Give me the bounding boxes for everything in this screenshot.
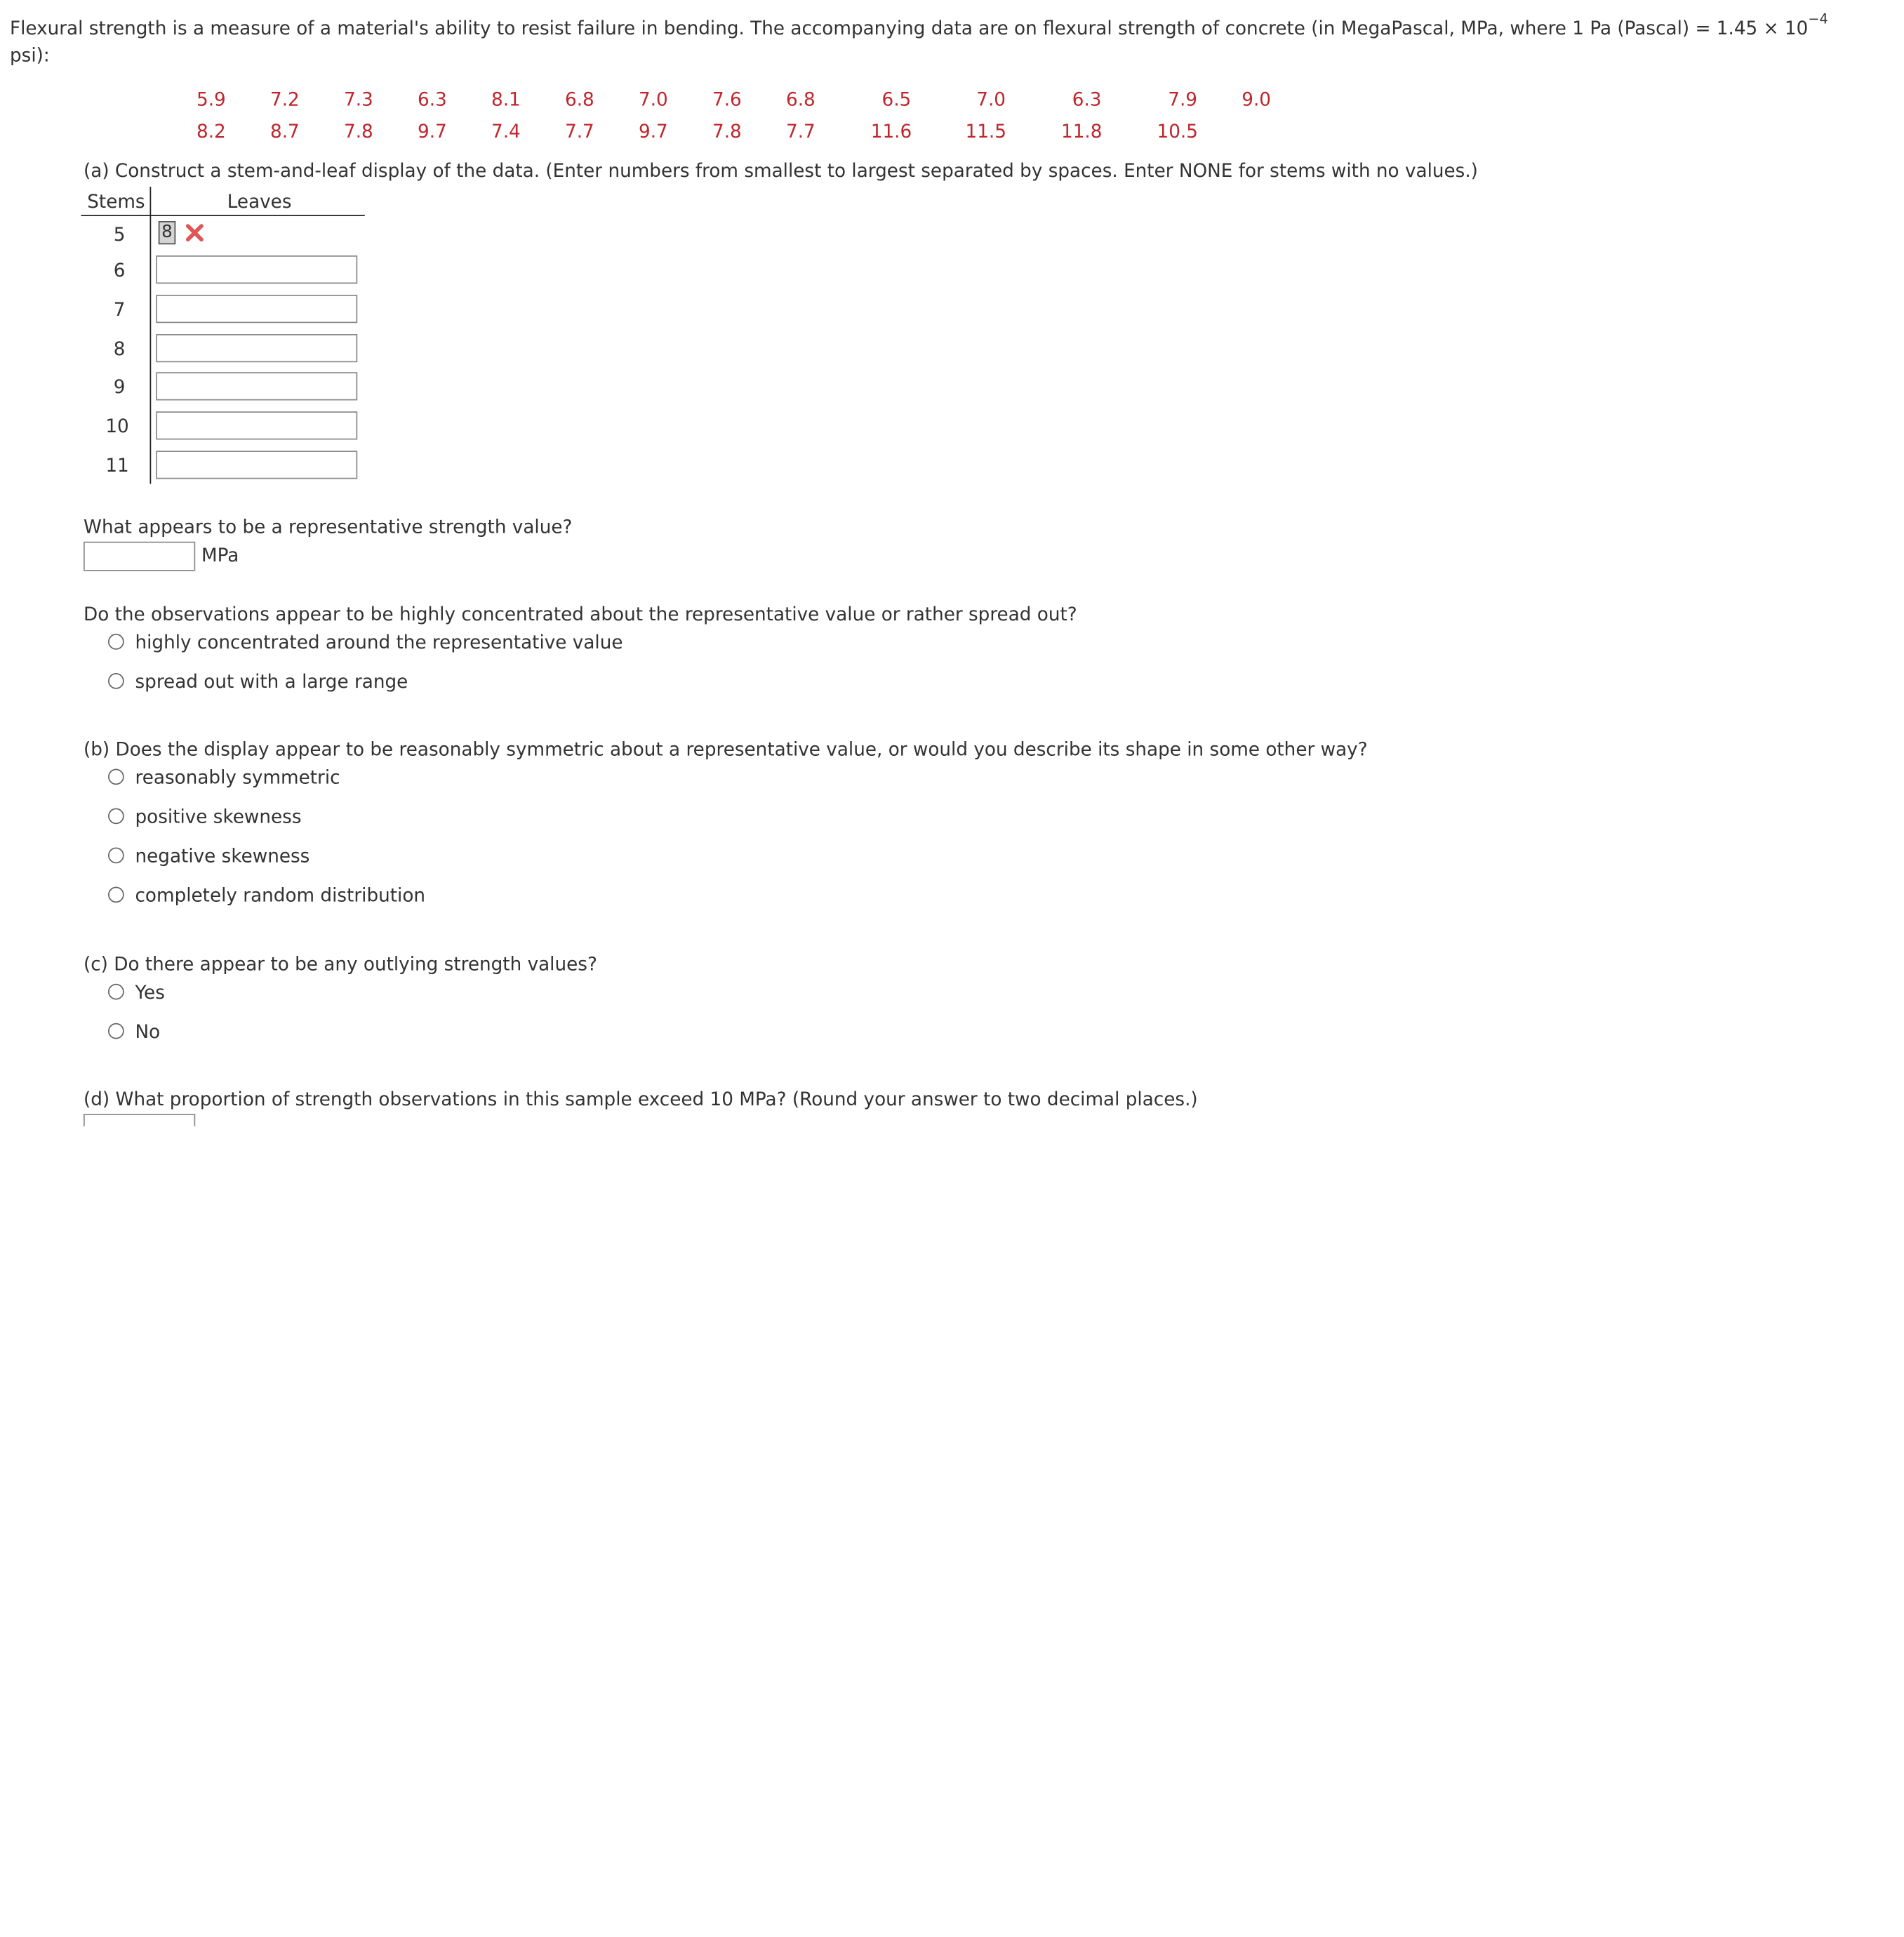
intro-exponent: −4 [1808, 11, 1828, 27]
leaf-input-stem-11[interactable] [156, 451, 357, 479]
data-value: 11.5 [965, 120, 1006, 142]
radio-spread-out[interactable] [108, 673, 124, 689]
stem-label: 11 [105, 454, 129, 477]
data-value: 7.0 [639, 88, 668, 111]
radio-yes[interactable] [108, 984, 124, 1000]
data-value: 7.7 [565, 120, 594, 142]
data-value: 5.9 [197, 88, 226, 111]
data-value: 8.1 [491, 88, 521, 111]
data-value: 7.2 [270, 88, 300, 111]
leaf-input-stem-6[interactable] [156, 255, 357, 284]
data-value: 11.6 [870, 120, 912, 142]
stem-label: 7 [113, 298, 126, 321]
intro-text: Flexural strength is a measure of a material's ability to resist failure in bending. The accompanying data are on flexural strength of concrete (in MegaPascal, MPa, where 1 Pa (Pascal) = 1.45 × 10 [10, 17, 1809, 39]
option-label: highly concentrated around the representative value [135, 631, 623, 653]
data-value: 7.3 [344, 88, 373, 111]
stem-label: 5 [113, 223, 126, 246]
unit-label: MPa [201, 544, 239, 566]
data-value: 8.7 [270, 120, 300, 142]
leaf-input-stem-10[interactable] [156, 411, 357, 439]
radio-reasonably-symmetric[interactable] [108, 769, 124, 785]
data-value: 8.2 [197, 120, 226, 142]
incorrect-x-icon [185, 222, 206, 244]
data-value: 6.3 [418, 88, 447, 111]
data-value: 10.5 [1157, 120, 1198, 142]
part-c-prompt: (c) Do there appear to be any outlying strength values? [84, 953, 597, 976]
data-value: 6.5 [881, 88, 912, 111]
representative-question: What appears to be a representative strength value? [84, 516, 573, 538]
proportion-input[interactable] [84, 1114, 195, 1126]
data-value: 7.6 [712, 88, 742, 111]
option-label: No [135, 1020, 161, 1043]
data-value: 11.8 [1061, 120, 1103, 142]
leaf-answer-stem-5[interactable]: 8 [159, 221, 176, 244]
representative-value-input[interactable] [84, 542, 195, 571]
radio-random-distribution[interactable] [108, 887, 124, 903]
radio-highly-concentrated[interactable] [108, 634, 124, 650]
stems-header: Stems [87, 190, 145, 213]
radio-positive-skewness[interactable] [108, 808, 124, 825]
stem-label: 8 [113, 338, 126, 360]
data-value: 6.3 [1072, 88, 1102, 111]
data-value: 7.0 [976, 88, 1006, 111]
part-d-prompt: (d) What proportion of strength observations in this sample exceed 10 MPa? (Round your answer to two decimal places.) [84, 1088, 1198, 1110]
leaf-input-stem-7[interactable] [156, 295, 357, 323]
option-label: spread out with a large range [135, 670, 408, 693]
option-label: reasonably symmetric [135, 766, 340, 789]
intro-tail: psi): [10, 44, 50, 67]
part-b-prompt: (b) Does the display appear to be reasonably symmetric about a representative value, or would you describe its shape in some other way? [84, 738, 1368, 761]
stem-label: 6 [113, 259, 126, 281]
data-value: 9.7 [639, 120, 668, 142]
data-value: 7.4 [491, 120, 521, 142]
option-label: negative skewness [135, 845, 310, 867]
leaves-header: Leaves [227, 190, 292, 213]
stem-label: 9 [113, 375, 126, 398]
option-label: positive skewness [135, 806, 302, 828]
concentration-question: Do the observations appear to be highly concentrated about the representative value or rather spread out? [84, 603, 1077, 625]
leaf-input-stem-9[interactable] [156, 372, 357, 400]
problem-intro [10, 10, 1852, 69]
data-value: 6.8 [565, 88, 594, 111]
data-value: 6.8 [786, 88, 815, 111]
radio-negative-skewness[interactable] [108, 848, 124, 864]
leaf-input-stem-8[interactable] [156, 334, 357, 362]
data-value: 7.7 [786, 120, 815, 142]
data-value: 9.0 [1241, 88, 1272, 111]
stem-leaf-divider [150, 187, 152, 484]
option-label: completely random distribution [135, 884, 426, 907]
data-value: 7.9 [1168, 88, 1198, 111]
data-value: 7.8 [344, 120, 373, 142]
part-a-prompt: (a) Construct a stem-and-leaf display of the data. (Enter numbers from smallest to largest separated by spaces. Enter NONE for stems with no values.) [84, 159, 1478, 182]
data-value: 9.7 [418, 120, 447, 142]
option-label: Yes [135, 981, 165, 1004]
stem-label: 10 [105, 415, 129, 437]
data-value: 7.8 [712, 120, 742, 142]
radio-no[interactable] [108, 1023, 124, 1039]
